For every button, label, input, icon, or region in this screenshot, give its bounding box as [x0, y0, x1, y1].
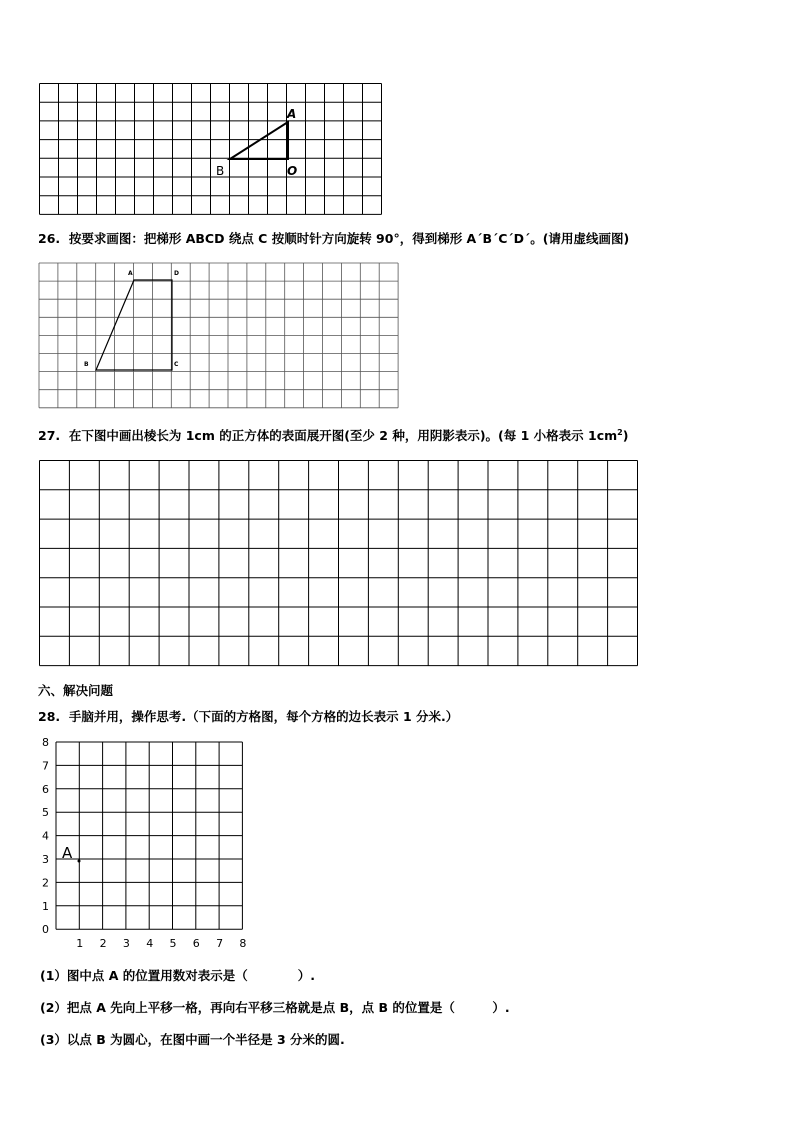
y-tick-label: 0	[42, 923, 49, 937]
q28-text: 手脑并用，操作思考.（下面的方格图，每个方格的边长表示 1 分米.）	[68, 709, 459, 724]
q26-text: 按要求画图：把梯形 ABCD 绕点 C 按顺时针方向旋转 90°，得到梯形 A´B´C´D´。(请用虚线画图)	[68, 231, 630, 246]
q28-sub-question-1: (1）图中点 A 的位置用数对表示是（ ）.	[40, 968, 316, 983]
y-tick-label: 7	[42, 759, 49, 773]
q28-number: 28.	[38, 709, 61, 724]
q26-number: 26.	[38, 231, 61, 246]
q27-number: 27.	[38, 428, 61, 443]
q26-label-b: B	[84, 361, 89, 368]
y-tick-label: 1	[42, 899, 49, 913]
q28-y-ticks	[42, 737, 49, 936]
y-tick-label: 3	[42, 853, 49, 866]
y-tick-label: 4	[42, 829, 49, 843]
q25-label-o: O	[287, 164, 298, 178]
q26-grid-figure	[38, 262, 400, 410]
q25-triangle	[230, 122, 288, 159]
q27-grid-lines	[40, 461, 638, 666]
y-tick-label: 2	[42, 876, 49, 890]
q26-grid-lines	[39, 263, 398, 408]
y-tick-label: 6	[42, 782, 49, 796]
q25-grid-lines	[40, 84, 382, 215]
q28-grid-lines	[56, 742, 242, 929]
q27-superscript: 2	[617, 427, 623, 437]
q28-point-a-marker	[78, 860, 81, 863]
x-tick-label: 2	[99, 937, 107, 950]
q25-label-a: A	[287, 107, 297, 121]
q27-prompt	[38, 426, 628, 444]
q27-tail: )	[622, 428, 629, 443]
section-6-title: 六、解决问题	[38, 683, 114, 698]
q28-sub-question-2: (2）把点 A 先向上平移一格，再向右平移三格就是点 B，点 B 的位置是（ ）.	[40, 1000, 510, 1015]
q25-label-b: B	[216, 164, 225, 178]
q26-label-d: D	[174, 270, 179, 277]
x-tick-label: 1	[76, 937, 84, 950]
q26-trapezoid	[96, 280, 172, 370]
q28-sub-question-3: (3）以点 B 为圆心，在图中画一个半径是 3 分米的圆.	[40, 1032, 345, 1047]
y-tick-label: 8	[42, 737, 49, 749]
x-tick-label: 8	[239, 937, 247, 950]
q25-grid-figure	[38, 82, 384, 218]
x-tick-label: 7	[216, 937, 224, 950]
q27-text: 在下图中画出棱长为 1cm 的正方体的表面展开图(至少 2 种，用阴影表示)。(每 1 小格表示 1cm	[68, 428, 618, 443]
y-tick-label: 5	[42, 806, 49, 820]
x-tick-label: 5	[169, 937, 177, 950]
q26-prompt	[38, 229, 629, 247]
x-tick-label: 3	[122, 937, 130, 950]
x-tick-label: 6	[192, 937, 200, 950]
x-tick-label: 4	[146, 937, 154, 950]
q27-grid-figure	[38, 459, 640, 668]
q26-label-c: C	[174, 361, 179, 368]
q26-label-a: A	[128, 270, 133, 277]
q28-point-a-label: A	[62, 844, 73, 862]
q28-prompt	[38, 707, 458, 725]
q28-x-ticks	[76, 937, 246, 950]
q28-coordinate-grid	[36, 737, 256, 952]
